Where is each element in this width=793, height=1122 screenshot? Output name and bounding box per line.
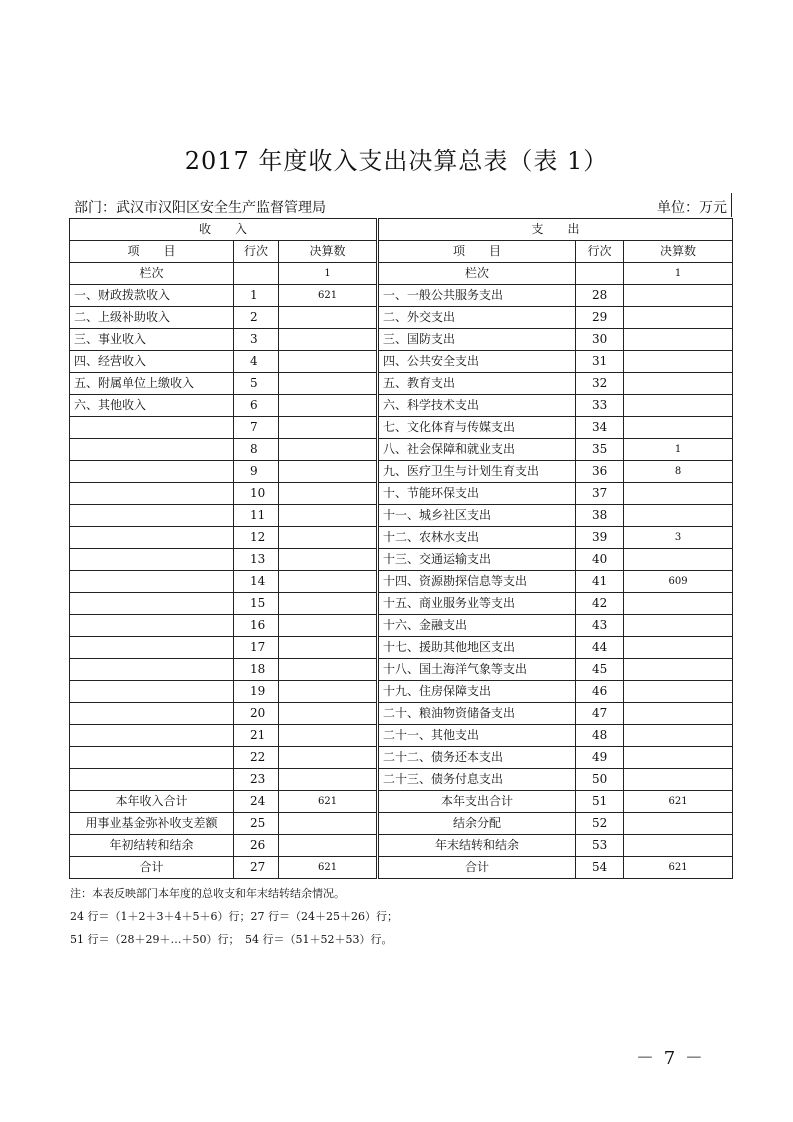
header-rule <box>731 193 732 217</box>
expense-item: 十一、城乡社区支出 <box>378 505 576 527</box>
expense-header: 支 出 <box>378 219 733 241</box>
expense-summary-amount <box>624 813 733 835</box>
income-amount <box>279 461 378 483</box>
income-row-number: 8 <box>234 439 279 461</box>
income-row-number: 13 <box>234 549 279 571</box>
page-number: － 7 － <box>636 1048 705 1069</box>
income-row-number: 5 <box>234 373 279 395</box>
income-item-header: 项 目 <box>70 241 234 263</box>
expense-row-number: 50 <box>576 769 624 791</box>
summary-row <box>70 813 733 835</box>
income-item <box>70 637 234 659</box>
income-amount <box>279 681 378 703</box>
expense-summary-row-number: 54 <box>576 857 624 879</box>
expense-item: 十五、商业服务业等支出 <box>378 593 576 615</box>
income-row-number: 3 <box>234 329 279 351</box>
income-row-number: 19 <box>234 681 279 703</box>
income-row-number: 10 <box>234 483 279 505</box>
expense-amount: 1 <box>624 439 733 461</box>
note-line: 24 行＝（1＋2＋3＋4＋5＋6）行；27 行＝（24＋25＋26）行； <box>70 910 398 923</box>
income-summary-row-number: 25 <box>234 813 279 835</box>
income-item: 六、其他收入 <box>70 395 234 417</box>
income-item: 五、附属单位上缴收入 <box>70 373 234 395</box>
expense-summary-amount <box>624 835 733 857</box>
expense-item: 十四、资源勘探信息等支出 <box>378 571 576 593</box>
table-row <box>70 395 733 417</box>
income-amount <box>279 395 378 417</box>
expense-summary-row-number: 53 <box>576 835 624 857</box>
expense-amount-header: 决算数 <box>624 241 733 263</box>
income-summary-label: 本年收入合计 <box>70 791 234 813</box>
expense-row-number: 47 <box>576 703 624 725</box>
income-row-number: 2 <box>234 307 279 329</box>
expense-summary-label: 本年支出合计 <box>378 791 576 813</box>
income-item <box>70 461 234 483</box>
table-row <box>70 329 733 351</box>
expense-row-number: 33 <box>576 395 624 417</box>
income-row-number: 11 <box>234 505 279 527</box>
income-summary-amount <box>279 813 378 835</box>
income-summary-label: 年初结转和结余 <box>70 835 234 857</box>
expense-amount <box>624 285 733 307</box>
notes <box>70 882 398 951</box>
income-item <box>70 703 234 725</box>
income-item <box>70 615 234 637</box>
expense-row-number: 35 <box>576 439 624 461</box>
table-row <box>70 505 733 527</box>
table-row <box>70 307 733 329</box>
income-item <box>70 593 234 615</box>
income-row-number: 7 <box>234 417 279 439</box>
income-row-number: 6 <box>234 395 279 417</box>
expense-amount <box>624 593 733 615</box>
expense-item: 九、医疗卫生与计划生育支出 <box>378 461 576 483</box>
expense-row-number: 43 <box>576 615 624 637</box>
income-amount <box>279 747 378 769</box>
summary-row <box>70 835 733 857</box>
note-line: 注：本表反映部门本年度的总收支和年末结转结余情况。 <box>70 887 345 900</box>
income-amount <box>279 373 378 395</box>
expense-item: 二十三、债务付息支出 <box>378 769 576 791</box>
budget-table <box>69 218 733 879</box>
income-amount <box>279 527 378 549</box>
expense-row-number: 32 <box>576 373 624 395</box>
income-item <box>70 527 234 549</box>
expense-column-no: 1 <box>624 263 733 285</box>
expense-summary-label: 结余分配 <box>378 813 576 835</box>
summary-row <box>70 857 733 879</box>
income-item: 二、上级补助收入 <box>70 307 234 329</box>
expense-summary-amount: 621 <box>624 857 733 879</box>
expense-row-number: 44 <box>576 637 624 659</box>
table-row <box>70 417 733 439</box>
income-summary-row-number: 26 <box>234 835 279 857</box>
income-amount <box>279 329 378 351</box>
expense-column-label: 栏次 <box>378 263 576 285</box>
expense-item: 十九、住房保障支出 <box>378 681 576 703</box>
expense-item: 二十、粮油物资储备支出 <box>378 703 576 725</box>
income-row-number: 23 <box>234 769 279 791</box>
expense-amount <box>624 373 733 395</box>
income-row-number: 17 <box>234 637 279 659</box>
expense-item: 十三、交通运输支出 <box>378 549 576 571</box>
expense-row-number: 38 <box>576 505 624 527</box>
expense-amount <box>624 681 733 703</box>
table-row <box>70 483 733 505</box>
table-row <box>70 769 733 791</box>
page-title: 2017 年度收入支出决算总表（表 1） <box>184 147 609 175</box>
table-row <box>70 373 733 395</box>
expense-summary-row-number: 51 <box>576 791 624 813</box>
table-column-header <box>70 241 733 263</box>
expense-row-number: 45 <box>576 659 624 681</box>
income-item: 一、财政拨款收入 <box>70 285 234 307</box>
income-summary-label: 用事业基金弥补收支差额 <box>70 813 234 835</box>
income-amount <box>279 615 378 637</box>
expense-amount <box>624 769 733 791</box>
table-row <box>70 439 733 461</box>
income-row-number: 4 <box>234 351 279 373</box>
expense-item: 十、节能环保支出 <box>378 483 576 505</box>
expense-item: 一、一般公共服务支出 <box>378 285 576 307</box>
expense-amount <box>624 725 733 747</box>
table-body <box>70 219 733 879</box>
income-item <box>70 505 234 527</box>
income-summary-amount: 621 <box>279 791 378 813</box>
income-column-rowno <box>234 263 279 285</box>
income-row-number: 20 <box>234 703 279 725</box>
expense-summary-row-number: 52 <box>576 813 624 835</box>
expense-item: 二十二、债务还本支出 <box>378 747 576 769</box>
income-item <box>70 417 234 439</box>
expense-amount <box>624 483 733 505</box>
income-header: 收 入 <box>70 219 378 241</box>
table-row <box>70 351 733 373</box>
income-row-number: 9 <box>234 461 279 483</box>
income-summary-label: 合计 <box>70 857 234 879</box>
income-row-number: 21 <box>234 725 279 747</box>
income-amount <box>279 769 378 791</box>
income-item <box>70 659 234 681</box>
expense-item: 八、社会保障和就业支出 <box>378 439 576 461</box>
expense-amount: 3 <box>624 527 733 549</box>
table-row <box>70 461 733 483</box>
table-row <box>70 549 733 571</box>
income-amount-header: 决算数 <box>279 241 378 263</box>
income-row-number: 18 <box>234 659 279 681</box>
income-rowno-header: 行次 <box>234 241 279 263</box>
expense-amount <box>624 615 733 637</box>
income-amount: 621 <box>279 285 378 307</box>
income-amount <box>279 439 378 461</box>
expense-summary-label: 年末结转和结余 <box>378 835 576 857</box>
income-amount <box>279 703 378 725</box>
expense-amount <box>624 703 733 725</box>
expense-row-number: 48 <box>576 725 624 747</box>
expense-item: 二十一、其他支出 <box>378 725 576 747</box>
income-amount <box>279 637 378 659</box>
income-amount <box>279 483 378 505</box>
expense-row-number: 28 <box>576 285 624 307</box>
department-label: 部门：武汉市汉阳区安全生产监督管理局 <box>74 200 326 216</box>
income-amount <box>279 505 378 527</box>
income-item <box>70 483 234 505</box>
income-amount <box>279 549 378 571</box>
table-row <box>70 681 733 703</box>
expense-item: 十八、国土海洋气象等支出 <box>378 659 576 681</box>
table-row <box>70 593 733 615</box>
expense-row-number: 37 <box>576 483 624 505</box>
income-item <box>70 549 234 571</box>
income-item <box>70 681 234 703</box>
table-section-header <box>70 219 733 241</box>
expense-item: 十六、金融支出 <box>378 615 576 637</box>
expense-amount <box>624 417 733 439</box>
table-row <box>70 571 733 593</box>
expense-amount <box>624 329 733 351</box>
expense-rowno-header: 行次 <box>576 241 624 263</box>
expense-amount <box>624 747 733 769</box>
expense-item: 六、科学技术支出 <box>378 395 576 417</box>
expense-item: 四、公共安全支出 <box>378 351 576 373</box>
expense-row-number: 29 <box>576 307 624 329</box>
expense-row-number: 39 <box>576 527 624 549</box>
table-row <box>70 615 733 637</box>
income-row-number: 16 <box>234 615 279 637</box>
income-amount <box>279 725 378 747</box>
table-column-index-row <box>70 263 733 285</box>
income-amount <box>279 659 378 681</box>
expense-amount <box>624 395 733 417</box>
income-item <box>70 571 234 593</box>
expense-amount <box>624 637 733 659</box>
expense-amount <box>624 307 733 329</box>
table-row <box>70 725 733 747</box>
expense-item: 十七、援助其他地区支出 <box>378 637 576 659</box>
expense-row-number: 34 <box>576 417 624 439</box>
income-amount <box>279 417 378 439</box>
table-row <box>70 703 733 725</box>
expense-item: 七、文化体育与传媒支出 <box>378 417 576 439</box>
expense-amount: 8 <box>624 461 733 483</box>
expense-column-rowno <box>576 263 624 285</box>
expense-amount <box>624 549 733 571</box>
expense-row-number: 40 <box>576 549 624 571</box>
table-row <box>70 637 733 659</box>
income-column-no: 1 <box>279 263 378 285</box>
expense-item: 五、教育支出 <box>378 373 576 395</box>
table-row <box>70 285 733 307</box>
income-amount <box>279 307 378 329</box>
expense-row-number: 41 <box>576 571 624 593</box>
expense-row-number: 46 <box>576 681 624 703</box>
table-row <box>70 527 733 549</box>
income-item <box>70 769 234 791</box>
income-summary-amount <box>279 835 378 857</box>
income-column-label: 栏次 <box>70 263 234 285</box>
income-row-number: 22 <box>234 747 279 769</box>
summary-row <box>70 791 733 813</box>
expense-row-number: 31 <box>576 351 624 373</box>
expense-row-number: 42 <box>576 593 624 615</box>
income-item <box>70 725 234 747</box>
income-row-number: 1 <box>234 285 279 307</box>
expense-summary-amount: 621 <box>624 791 733 813</box>
income-summary-row-number: 27 <box>234 857 279 879</box>
income-item <box>70 439 234 461</box>
unit-label: 单位：万元 <box>657 200 727 216</box>
note-line: 51 行＝（28＋29＋…＋50）行； 54 行＝（51＋52＋53）行。 <box>70 933 393 946</box>
expense-row-number: 36 <box>576 461 624 483</box>
income-amount <box>279 571 378 593</box>
expense-item: 三、国防支出 <box>378 329 576 351</box>
expense-amount <box>624 505 733 527</box>
expense-amount <box>624 659 733 681</box>
expense-amount <box>624 351 733 373</box>
expense-item: 十二、农林水支出 <box>378 527 576 549</box>
income-item <box>70 747 234 769</box>
income-item: 三、事业收入 <box>70 329 234 351</box>
income-summary-row-number: 24 <box>234 791 279 813</box>
income-amount <box>279 593 378 615</box>
income-row-number: 15 <box>234 593 279 615</box>
income-summary-amount: 621 <box>279 857 378 879</box>
expense-amount: 609 <box>624 571 733 593</box>
expense-item: 二、外交支出 <box>378 307 576 329</box>
income-row-number: 12 <box>234 527 279 549</box>
income-item: 四、经营收入 <box>70 351 234 373</box>
table-row <box>70 747 733 769</box>
table-row <box>70 659 733 681</box>
income-row-number: 14 <box>234 571 279 593</box>
expense-item-header: 项 目 <box>378 241 576 263</box>
expense-summary-label: 合计 <box>378 857 576 879</box>
expense-row-number: 30 <box>576 329 624 351</box>
expense-row-number: 49 <box>576 747 624 769</box>
income-amount <box>279 351 378 373</box>
